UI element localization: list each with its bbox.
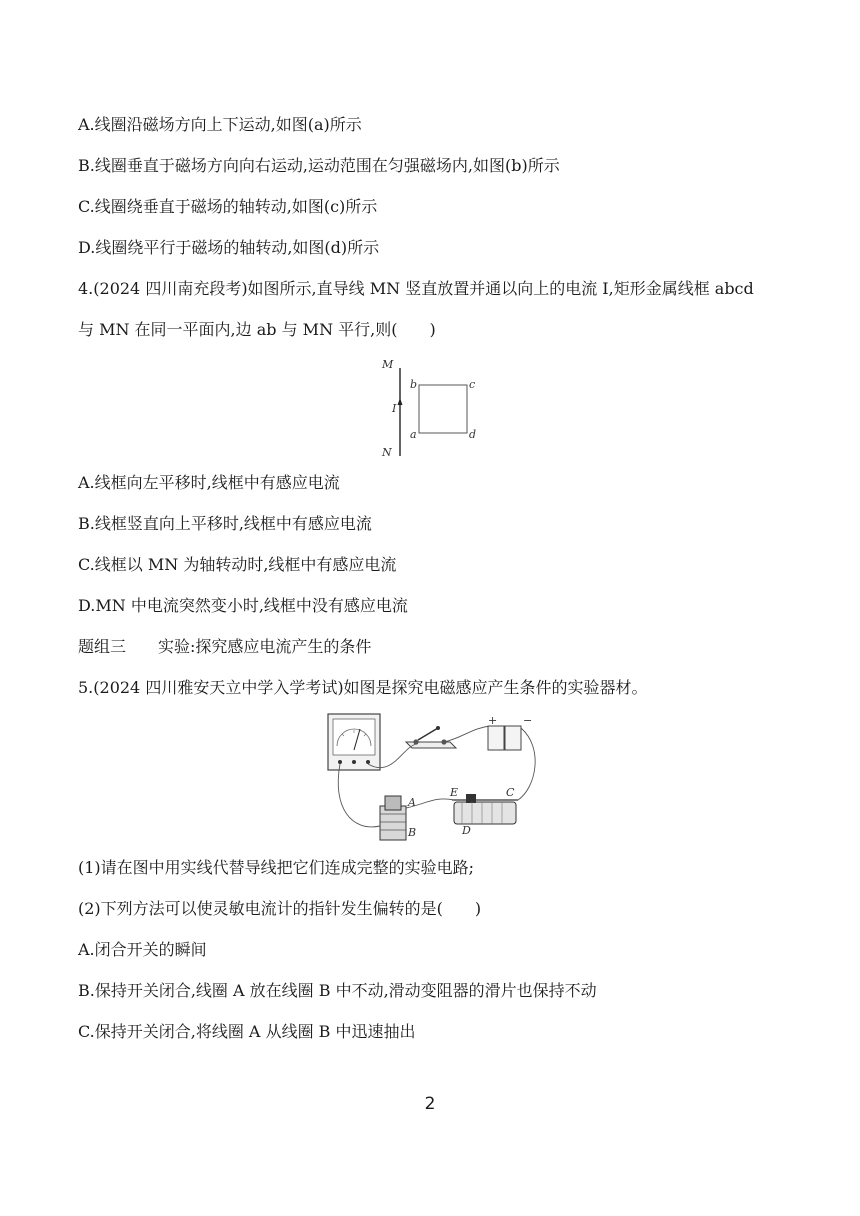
label-b: b xyxy=(410,378,418,391)
q5-part2: (2)下列方法可以使灵敏电流计的指针发生偏转的是( ) xyxy=(78,899,482,918)
label-a: A xyxy=(408,796,416,809)
q3-option-a: A.线圈沿磁场方向上下运动,如图(a)所示 xyxy=(78,115,362,134)
q3-option-b: B.线圈垂直于磁场方向向右运动,运动范围在匀强磁场内,如图(b)所示 xyxy=(78,156,560,175)
q5-stem: 5.(2024 四川雅安天立中学入学考试)如图是探究电磁感应产生条件的实验器材。 xyxy=(78,678,648,697)
q4-option-b: B.线框竖直向上平移时,线框中有感应电流 xyxy=(78,514,372,533)
q4-option-a: A.线框向左平移时,线框中有感应电流 xyxy=(78,473,340,492)
label-n: N xyxy=(382,446,392,458)
label-c: c xyxy=(469,378,476,391)
q5-part1: (1)请在图中用实线代替导线把它们连成完整的实验电路; xyxy=(78,858,475,877)
label-minus: − xyxy=(523,714,533,727)
galvanometer xyxy=(328,714,380,770)
section-heading: 题组三 实验:探究感应电流产生的条件 xyxy=(78,637,372,656)
q4-option-c: C.线框以 MN 为轴转动时,线框中有感应电流 xyxy=(78,555,397,574)
coils-ab xyxy=(380,796,416,840)
q4-option-d: D.MN 中电流突然变小时,线框中没有感应电流 xyxy=(78,596,408,615)
label-b: B xyxy=(408,826,417,839)
q4-stem-line2: 与 MN 在同一平面内,边 ab 与 MN 平行,则( ) xyxy=(78,320,436,339)
q3-option-c: C.线圈绕垂直于磁场的轴转动,如图(c)所示 xyxy=(78,197,378,216)
q5-figure xyxy=(322,708,540,848)
q5-option-c: C.保持开关闭合,将线圈 A 从线圈 B 中迅速抽出 xyxy=(78,1022,416,1041)
label-a: a xyxy=(410,428,417,441)
label-i: I xyxy=(392,402,397,415)
label-d: d xyxy=(469,428,477,441)
q5-option-a: A.闭合开关的瞬间 xyxy=(78,940,207,959)
label-d: D xyxy=(462,824,471,837)
q5-option-b: B.保持开关闭合,线圈 A 放在线圈 B 中不动,滑动变阻器的滑片也保持不动 xyxy=(78,981,597,1000)
label-e: E xyxy=(450,786,459,799)
label-m: M xyxy=(382,358,394,371)
current-arrow xyxy=(398,398,403,405)
rheostat xyxy=(449,786,518,837)
label-c: C xyxy=(506,786,515,799)
label-plus: + xyxy=(488,714,498,727)
q3-option-d: D.线圈绕平行于磁场的轴转动,如图(d)所示 xyxy=(78,238,380,257)
frame-abcd xyxy=(419,385,467,433)
q4-figure xyxy=(378,352,488,458)
battery xyxy=(488,714,532,750)
q4-stem-line1: 4.(2024 四川南充段考)如图所示,直导线 MN 竖直放置并通以向上的电流 I,矩形金属线框 abcd xyxy=(78,279,754,298)
page-number: 2 xyxy=(424,1094,436,1114)
